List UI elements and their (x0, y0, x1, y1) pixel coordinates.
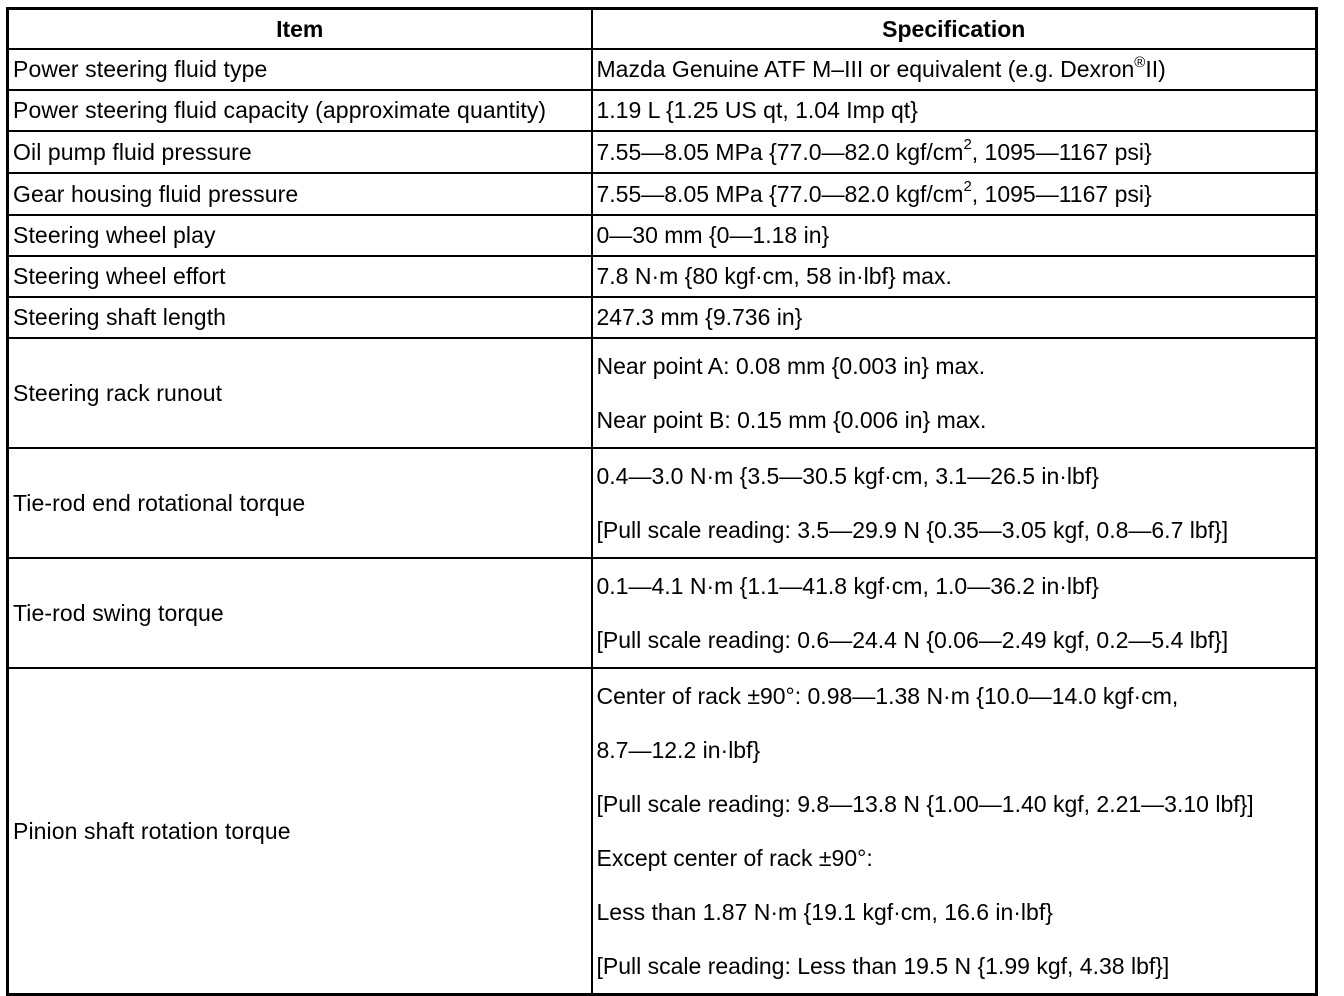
item-cell: Steering wheel play (8, 215, 592, 256)
table-row (8, 215, 1317, 256)
spec-cell: 0—30 mm {0—1.18 in} (592, 215, 1317, 256)
spec-line: 0.4—3.0 N·m {3.5—30.5 kgf·cm, 3.1—26.5 in·lbf} (596, 463, 1099, 489)
spec-cell (592, 558, 1317, 668)
item-column-header: Item (8, 9, 592, 50)
spec-line: Near point B: 0.15 mm {0.006 in} max. (596, 407, 987, 433)
table-row (8, 668, 1317, 995)
item-cell: Tie-rod end rotational torque (8, 448, 592, 558)
table-row (8, 90, 1317, 131)
spec-text: 7.55—8.05 MPa {77.0—82.0 kgf/cm (596, 138, 964, 165)
table-row (8, 297, 1317, 338)
spec-cell: 1.19 L {1.25 US qt, 1.04 Imp qt} (592, 90, 1317, 131)
table-row (8, 173, 1317, 215)
item-cell: Pinion shaft rotation torque (8, 668, 592, 995)
spec-cell (592, 338, 1317, 448)
item-cell: Steering shaft length (8, 297, 592, 338)
item-cell: Power steering fluid type (8, 49, 592, 90)
spec-line: [Pull scale reading: Less than 19.5 N {1.99 kgf, 4.38 lbf}] (596, 953, 1170, 979)
spec-line: [Pull scale reading: 3.5—29.9 N {0.35—3.05 kgf, 0.8—6.7 lbf}] (596, 517, 1229, 543)
table-row (8, 49, 1317, 90)
table-header-row (8, 9, 1317, 50)
spec-cell (592, 668, 1317, 995)
spec-line: [Pull scale reading: 9.8—13.8 N {1.00—1.40 kgf, 2.21—3.10 lbf}] (596, 791, 1254, 817)
spec-text: 7.55—8.05 MPa {77.0—82.0 kgf/cm (596, 180, 964, 207)
table-row (8, 558, 1317, 668)
spec-line: 8.7—12.2 in·lbf} (596, 737, 761, 763)
spec-cell (592, 173, 1317, 215)
spec-line: 0.1—4.1 N·m {1.1—41.8 kgf·cm, 1.0—36.2 in·lbf} (596, 573, 1099, 599)
item-cell: Gear housing fluid pressure (8, 173, 592, 215)
spec-text-tail: , 1095—1167 psi} (971, 180, 1152, 207)
spec-cell: 247.3 mm {9.736 in} (592, 297, 1317, 338)
spec-text-tail: , 1095—1167 psi} (971, 138, 1152, 165)
spec-line: [Pull scale reading: 0.6—24.4 N {0.06—2.49 kgf, 0.2—5.4 lbf}] (596, 627, 1229, 653)
superscript: 2 (963, 136, 972, 154)
specification-column-header: Specification (592, 9, 1317, 50)
registered-mark: ® (1134, 53, 1146, 71)
item-cell: Steering wheel effort (8, 256, 592, 297)
item-cell: Steering rack runout (8, 338, 592, 448)
table-row (8, 256, 1317, 297)
specification-table (6, 7, 1318, 996)
spec-cell: 7.8 N·m {80 kgf·cm, 58 in·lbf} max. (592, 256, 1317, 297)
spec-line: Near point A: 0.08 mm {0.003 in} max. (596, 353, 986, 379)
item-cell: Tie-rod swing torque (8, 558, 592, 668)
item-cell: Oil pump fluid pressure (8, 131, 592, 173)
table-row (8, 131, 1317, 173)
spec-text-tail: II) (1145, 56, 1166, 83)
item-cell: Power steering fluid capacity (approximate quantity) (8, 90, 592, 131)
spec-line: Less than 1.87 N·m {19.1 kgf·cm, 16.6 in·lbf} (596, 899, 1053, 925)
spec-cell (592, 448, 1317, 558)
superscript: 2 (963, 178, 972, 196)
spec-text: Mazda Genuine ATF M–III or equivalent (e.g. Dexron (596, 56, 1135, 83)
spec-cell (592, 131, 1317, 173)
table-row (8, 448, 1317, 558)
table-row (8, 338, 1317, 448)
spec-line: Center of rack ±90°: 0.98—1.38 N·m {10.0—14.0 kgf·cm, (596, 683, 1179, 709)
spec-line: Except center of rack ±90°: (596, 845, 873, 871)
spec-cell (592, 49, 1317, 90)
